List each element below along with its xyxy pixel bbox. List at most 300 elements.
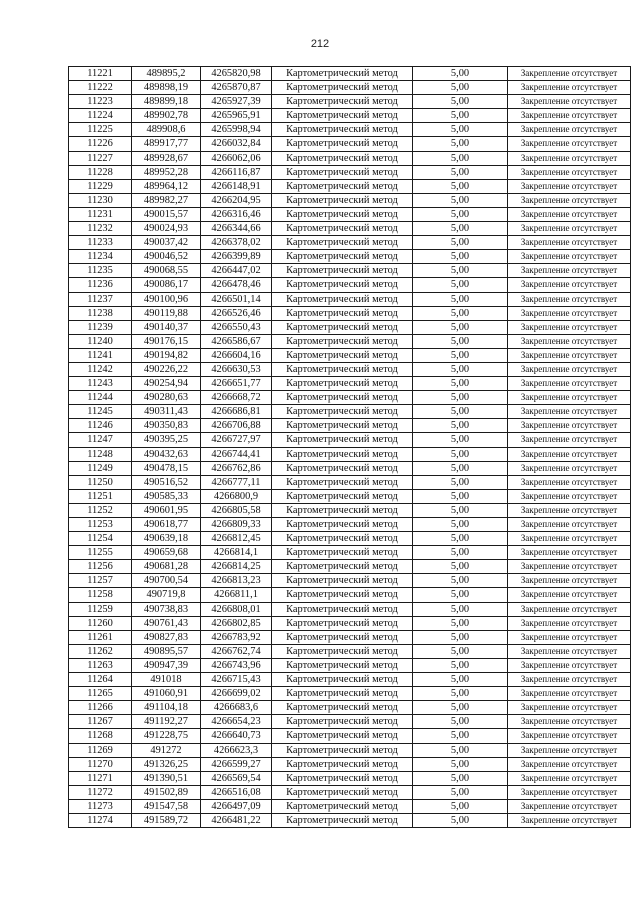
accuracy-cell: 5,00 xyxy=(413,757,508,771)
accuracy-cell: 5,00 xyxy=(413,292,508,306)
accuracy-cell: 5,00 xyxy=(413,602,508,616)
x-coordinate-cell: 491192,27 xyxy=(132,715,201,729)
point-number-cell: 11225 xyxy=(69,123,132,137)
y-coordinate-cell: 4266654,23 xyxy=(201,715,272,729)
accuracy-cell: 5,00 xyxy=(413,658,508,672)
x-coordinate-cell: 490226,22 xyxy=(132,362,201,376)
table-row xyxy=(69,630,631,644)
point-number-cell: 11260 xyxy=(69,616,132,630)
table-row xyxy=(69,278,631,292)
point-number-cell: 11268 xyxy=(69,729,132,743)
method-cell: Картометрический метод xyxy=(272,334,413,348)
method-cell: Картометрический метод xyxy=(272,687,413,701)
fixing-description-cell: Закрепление отсутствует xyxy=(508,377,631,391)
y-coordinate-cell: 4266743,96 xyxy=(201,658,272,672)
fixing-description-cell: Закрепление отсутствует xyxy=(508,419,631,433)
point-number-cell: 11254 xyxy=(69,532,132,546)
accuracy-cell: 5,00 xyxy=(413,503,508,517)
method-cell: Картометрический метод xyxy=(272,236,413,250)
table-row xyxy=(69,362,631,376)
y-coordinate-cell: 4266204,95 xyxy=(201,193,272,207)
fixing-description-cell: Закрепление отсутствует xyxy=(508,278,631,292)
fixing-description-cell: Закрепление отсутствует xyxy=(508,518,631,532)
x-coordinate-cell: 490681,28 xyxy=(132,560,201,574)
point-number-cell: 11270 xyxy=(69,757,132,771)
point-number-cell: 11267 xyxy=(69,715,132,729)
point-number-cell: 11243 xyxy=(69,377,132,391)
accuracy-cell: 5,00 xyxy=(413,518,508,532)
accuracy-cell: 5,00 xyxy=(413,278,508,292)
method-cell: Картометрический метод xyxy=(272,715,413,729)
accuracy-cell: 5,00 xyxy=(413,687,508,701)
table-row xyxy=(69,109,631,123)
fixing-description-cell: Закрепление отсутствует xyxy=(508,207,631,221)
fixing-description-cell: Закрепление отсутствует xyxy=(508,503,631,517)
fixing-description-cell: Закрепление отсутствует xyxy=(508,560,631,574)
method-cell: Картометрический метод xyxy=(272,729,413,743)
method-cell: Картометрический метод xyxy=(272,532,413,546)
accuracy-cell: 5,00 xyxy=(413,433,508,447)
y-coordinate-cell: 4266447,02 xyxy=(201,264,272,278)
table-row xyxy=(69,799,631,813)
point-number-cell: 11265 xyxy=(69,687,132,701)
table-row xyxy=(69,236,631,250)
y-coordinate-cell: 4266378,02 xyxy=(201,236,272,250)
point-number-cell: 11274 xyxy=(69,813,132,827)
table-row xyxy=(69,461,631,475)
method-cell: Картометрический метод xyxy=(272,588,413,602)
point-number-cell: 11237 xyxy=(69,292,132,306)
table-row xyxy=(69,673,631,687)
y-coordinate-cell: 4266809,33 xyxy=(201,518,272,532)
fixing-description-cell: Закрепление отсутствует xyxy=(508,405,631,419)
accuracy-cell: 5,00 xyxy=(413,729,508,743)
x-coordinate-cell: 490395,25 xyxy=(132,433,201,447)
y-coordinate-cell: 4266399,89 xyxy=(201,250,272,264)
y-coordinate-cell: 4266569,54 xyxy=(201,771,272,785)
fixing-description-cell: Закрепление отсутствует xyxy=(508,771,631,785)
y-coordinate-cell: 4266813,23 xyxy=(201,574,272,588)
table-row xyxy=(69,715,631,729)
fixing-description-cell: Закрепление отсутствует xyxy=(508,799,631,813)
accuracy-cell: 5,00 xyxy=(413,109,508,123)
y-coordinate-cell: 4266686,81 xyxy=(201,405,272,419)
point-number-cell: 11259 xyxy=(69,602,132,616)
fixing-description-cell: Закрепление отсутствует xyxy=(508,447,631,461)
accuracy-cell: 5,00 xyxy=(413,348,508,362)
accuracy-cell: 5,00 xyxy=(413,546,508,560)
method-cell: Картометрический метод xyxy=(272,785,413,799)
accuracy-cell: 5,00 xyxy=(413,799,508,813)
table-row xyxy=(69,475,631,489)
fixing-description-cell: Закрепление отсутствует xyxy=(508,362,631,376)
fixing-description-cell: Закрепление отсутствует xyxy=(508,391,631,405)
x-coordinate-cell: 490601,95 xyxy=(132,503,201,517)
fixing-description-cell: Закрепление отсутствует xyxy=(508,701,631,715)
point-number-cell: 11226 xyxy=(69,137,132,151)
y-coordinate-cell: 4266599,27 xyxy=(201,757,272,771)
point-number-cell: 11264 xyxy=(69,673,132,687)
point-number-cell: 11246 xyxy=(69,419,132,433)
table-row xyxy=(69,588,631,602)
y-coordinate-cell: 4266062,06 xyxy=(201,151,272,165)
table-row xyxy=(69,729,631,743)
accuracy-cell: 5,00 xyxy=(413,475,508,489)
method-cell: Картометрический метод xyxy=(272,518,413,532)
accuracy-cell: 5,00 xyxy=(413,532,508,546)
x-coordinate-cell: 490700,54 xyxy=(132,574,201,588)
accuracy-cell: 5,00 xyxy=(413,334,508,348)
x-coordinate-cell: 490280,63 xyxy=(132,391,201,405)
x-coordinate-cell: 490516,52 xyxy=(132,475,201,489)
y-coordinate-cell: 4265820,98 xyxy=(201,67,272,81)
method-cell: Картометрический метод xyxy=(272,644,413,658)
method-cell: Картометрический метод xyxy=(272,701,413,715)
x-coordinate-cell: 491589,72 xyxy=(132,813,201,827)
accuracy-cell: 5,00 xyxy=(413,630,508,644)
table-row xyxy=(69,67,631,81)
table-row xyxy=(69,193,631,207)
accuracy-cell: 5,00 xyxy=(413,574,508,588)
fixing-description-cell: Закрепление отсутствует xyxy=(508,658,631,672)
table-row xyxy=(69,701,631,715)
table-row xyxy=(69,334,631,348)
fixing-description-cell: Закрепление отсутствует xyxy=(508,67,631,81)
x-coordinate-cell: 490618,77 xyxy=(132,518,201,532)
point-number-cell: 11266 xyxy=(69,701,132,715)
fixing-description-cell: Закрепление отсутствует xyxy=(508,616,631,630)
method-cell: Картометрический метод xyxy=(272,546,413,560)
y-coordinate-cell: 4265927,39 xyxy=(201,95,272,109)
x-coordinate-cell: 489908,6 xyxy=(132,123,201,137)
point-number-cell: 11240 xyxy=(69,334,132,348)
fixing-description-cell: Закрепление отсутствует xyxy=(508,320,631,334)
accuracy-cell: 5,00 xyxy=(413,405,508,419)
fixing-description-cell: Закрепление отсутствует xyxy=(508,123,631,137)
y-coordinate-cell: 4266148,91 xyxy=(201,179,272,193)
method-cell: Картометрический метод xyxy=(272,362,413,376)
point-number-cell: 11236 xyxy=(69,278,132,292)
fixing-description-cell: Закрепление отсутствует xyxy=(508,433,631,447)
y-coordinate-cell: 4266727,97 xyxy=(201,433,272,447)
table-row xyxy=(69,405,631,419)
fixing-description-cell: Закрепление отсутствует xyxy=(508,250,631,264)
point-number-cell: 11229 xyxy=(69,179,132,193)
accuracy-cell: 5,00 xyxy=(413,362,508,376)
y-coordinate-cell: 4266623,3 xyxy=(201,743,272,757)
table-row xyxy=(69,264,631,278)
fixing-description-cell: Закрепление отсутствует xyxy=(508,264,631,278)
method-cell: Картометрический метод xyxy=(272,630,413,644)
table-row xyxy=(69,785,631,799)
table-row xyxy=(69,644,631,658)
y-coordinate-cell: 4266811,1 xyxy=(201,588,272,602)
table-row xyxy=(69,489,631,503)
x-coordinate-cell: 490068,55 xyxy=(132,264,201,278)
method-cell: Картометрический метод xyxy=(272,222,413,236)
table-row xyxy=(69,419,631,433)
y-coordinate-cell: 4266501,14 xyxy=(201,292,272,306)
accuracy-cell: 5,00 xyxy=(413,489,508,503)
fixing-description-cell: Закрепление отсутствует xyxy=(508,630,631,644)
table-row xyxy=(69,137,631,151)
y-coordinate-cell: 4266805,58 xyxy=(201,503,272,517)
point-number-cell: 11249 xyxy=(69,461,132,475)
table-row xyxy=(69,391,631,405)
y-coordinate-cell: 4266777,11 xyxy=(201,475,272,489)
table-row xyxy=(69,518,631,532)
table-row xyxy=(69,687,631,701)
point-number-cell: 11227 xyxy=(69,151,132,165)
y-coordinate-cell: 4266814,1 xyxy=(201,546,272,560)
method-cell: Картометрический метод xyxy=(272,207,413,221)
point-number-cell: 11238 xyxy=(69,306,132,320)
point-number-cell: 11257 xyxy=(69,574,132,588)
table-row xyxy=(69,503,631,517)
y-coordinate-cell: 4266516,08 xyxy=(201,785,272,799)
table-row xyxy=(69,306,631,320)
table-row xyxy=(69,320,631,334)
y-coordinate-cell: 4266762,86 xyxy=(201,461,272,475)
method-cell: Картометрический метод xyxy=(272,743,413,757)
method-cell: Картометрический метод xyxy=(272,320,413,334)
y-coordinate-cell: 4266032,84 xyxy=(201,137,272,151)
fixing-description-cell: Закрепление отсутствует xyxy=(508,489,631,503)
method-cell: Картометрический метод xyxy=(272,292,413,306)
table-row xyxy=(69,546,631,560)
x-coordinate-cell: 490895,57 xyxy=(132,644,201,658)
x-coordinate-cell: 490761,43 xyxy=(132,616,201,630)
accuracy-cell: 5,00 xyxy=(413,461,508,475)
y-coordinate-cell: 4266808,01 xyxy=(201,602,272,616)
table-row xyxy=(69,532,631,546)
point-number-cell: 11241 xyxy=(69,348,132,362)
x-coordinate-cell: 490827,83 xyxy=(132,630,201,644)
method-cell: Картометрический метод xyxy=(272,179,413,193)
method-cell: Картометрический метод xyxy=(272,109,413,123)
point-number-cell: 11255 xyxy=(69,546,132,560)
fixing-description-cell: Закрепление отсутствует xyxy=(508,729,631,743)
y-coordinate-cell: 4266744,41 xyxy=(201,447,272,461)
point-number-cell: 11235 xyxy=(69,264,132,278)
method-cell: Картометрический метод xyxy=(272,348,413,362)
y-coordinate-cell: 4265998,94 xyxy=(201,123,272,137)
point-number-cell: 11232 xyxy=(69,222,132,236)
y-coordinate-cell: 4266814,25 xyxy=(201,560,272,574)
point-number-cell: 11256 xyxy=(69,560,132,574)
x-coordinate-cell: 489964,12 xyxy=(132,179,201,193)
point-number-cell: 11247 xyxy=(69,433,132,447)
y-coordinate-cell: 4266683,6 xyxy=(201,701,272,715)
fixing-description-cell: Закрепление отсутствует xyxy=(508,334,631,348)
table-row xyxy=(69,813,631,827)
accuracy-cell: 5,00 xyxy=(413,151,508,165)
point-number-cell: 11273 xyxy=(69,799,132,813)
y-coordinate-cell: 4266526,46 xyxy=(201,306,272,320)
accuracy-cell: 5,00 xyxy=(413,588,508,602)
fixing-description-cell: Закрепление отсутствует xyxy=(508,236,631,250)
accuracy-cell: 5,00 xyxy=(413,306,508,320)
accuracy-cell: 5,00 xyxy=(413,81,508,95)
point-number-cell: 11221 xyxy=(69,67,132,81)
accuracy-cell: 5,00 xyxy=(413,137,508,151)
point-number-cell: 11263 xyxy=(69,658,132,672)
accuracy-cell: 5,00 xyxy=(413,236,508,250)
method-cell: Картометрический метод xyxy=(272,560,413,574)
y-coordinate-cell: 4266116,87 xyxy=(201,165,272,179)
fixing-description-cell: Закрепление отсутствует xyxy=(508,348,631,362)
fixing-description-cell: Закрепление отсутствует xyxy=(508,475,631,489)
point-number-cell: 11234 xyxy=(69,250,132,264)
method-cell: Картометрический метод xyxy=(272,673,413,687)
x-coordinate-cell: 489982,27 xyxy=(132,193,201,207)
accuracy-cell: 5,00 xyxy=(413,673,508,687)
table-row xyxy=(69,179,631,193)
accuracy-cell: 5,00 xyxy=(413,264,508,278)
table-row xyxy=(69,560,631,574)
fixing-description-cell: Закрепление отсутствует xyxy=(508,151,631,165)
x-coordinate-cell: 490254,94 xyxy=(132,377,201,391)
table-row xyxy=(69,151,631,165)
x-coordinate-cell: 490738,83 xyxy=(132,602,201,616)
point-number-cell: 11258 xyxy=(69,588,132,602)
method-cell: Картометрический метод xyxy=(272,405,413,419)
method-cell: Картометрический метод xyxy=(272,757,413,771)
x-coordinate-cell: 490119,88 xyxy=(132,306,201,320)
accuracy-cell: 5,00 xyxy=(413,179,508,193)
fixing-description-cell: Закрепление отсутствует xyxy=(508,109,631,123)
point-number-cell: 11251 xyxy=(69,489,132,503)
accuracy-cell: 5,00 xyxy=(413,95,508,109)
fixing-description-cell: Закрепление отсутствует xyxy=(508,574,631,588)
method-cell: Картометрический метод xyxy=(272,503,413,517)
y-coordinate-cell: 4266478,46 xyxy=(201,278,272,292)
method-cell: Картометрический метод xyxy=(272,799,413,813)
y-coordinate-cell: 4266699,02 xyxy=(201,687,272,701)
point-number-cell: 11248 xyxy=(69,447,132,461)
x-coordinate-cell: 490037,42 xyxy=(132,236,201,250)
accuracy-cell: 5,00 xyxy=(413,250,508,264)
fixing-description-cell: Закрепление отсутствует xyxy=(508,292,631,306)
x-coordinate-cell: 490194,82 xyxy=(132,348,201,362)
x-coordinate-cell: 490432,63 xyxy=(132,447,201,461)
accuracy-cell: 5,00 xyxy=(413,391,508,405)
method-cell: Картометрический метод xyxy=(272,264,413,278)
point-number-cell: 11250 xyxy=(69,475,132,489)
x-coordinate-cell: 491104,18 xyxy=(132,701,201,715)
accuracy-cell: 5,00 xyxy=(413,813,508,827)
table-row xyxy=(69,377,631,391)
point-number-cell: 11272 xyxy=(69,785,132,799)
x-coordinate-cell: 491502,89 xyxy=(132,785,201,799)
method-cell: Картометрический метод xyxy=(272,95,413,109)
table-row xyxy=(69,433,631,447)
fixing-description-cell: Закрепление отсутствует xyxy=(508,81,631,95)
y-coordinate-cell: 4265870,87 xyxy=(201,81,272,95)
point-number-cell: 11262 xyxy=(69,644,132,658)
method-cell: Картометрический метод xyxy=(272,489,413,503)
x-coordinate-cell: 490478,15 xyxy=(132,461,201,475)
x-coordinate-cell: 490585,33 xyxy=(132,489,201,503)
y-coordinate-cell: 4266640,73 xyxy=(201,729,272,743)
accuracy-cell: 5,00 xyxy=(413,771,508,785)
point-number-cell: 11245 xyxy=(69,405,132,419)
y-coordinate-cell: 4266316,46 xyxy=(201,207,272,221)
y-coordinate-cell: 4266630,53 xyxy=(201,362,272,376)
method-cell: Картометрический метод xyxy=(272,461,413,475)
point-number-cell: 11233 xyxy=(69,236,132,250)
table-row xyxy=(69,95,631,109)
x-coordinate-cell: 489895,2 xyxy=(132,67,201,81)
point-number-cell: 11239 xyxy=(69,320,132,334)
table-row xyxy=(69,447,631,461)
fixing-description-cell: Закрепление отсутствует xyxy=(508,193,631,207)
coordinates-table-body xyxy=(69,67,631,828)
x-coordinate-cell: 489898,19 xyxy=(132,81,201,95)
x-coordinate-cell: 489928,67 xyxy=(132,151,201,165)
accuracy-cell: 5,00 xyxy=(413,715,508,729)
point-number-cell: 11271 xyxy=(69,771,132,785)
point-number-cell: 11242 xyxy=(69,362,132,376)
method-cell: Картометрический метод xyxy=(272,616,413,630)
y-coordinate-cell: 4266706,88 xyxy=(201,419,272,433)
x-coordinate-cell: 490015,57 xyxy=(132,207,201,221)
x-coordinate-cell: 490100,96 xyxy=(132,292,201,306)
table-row xyxy=(69,165,631,179)
table-row xyxy=(69,222,631,236)
x-coordinate-cell: 490639,18 xyxy=(132,532,201,546)
fixing-description-cell: Закрепление отсутствует xyxy=(508,179,631,193)
accuracy-cell: 5,00 xyxy=(413,165,508,179)
x-coordinate-cell: 491547,58 xyxy=(132,799,201,813)
point-number-cell: 11222 xyxy=(69,81,132,95)
x-coordinate-cell: 489917,77 xyxy=(132,137,201,151)
method-cell: Картометрический метод xyxy=(272,813,413,827)
accuracy-cell: 5,00 xyxy=(413,67,508,81)
method-cell: Картометрический метод xyxy=(272,771,413,785)
table-row xyxy=(69,616,631,630)
table-row xyxy=(69,658,631,672)
method-cell: Картометрический метод xyxy=(272,67,413,81)
y-coordinate-cell: 4266604,16 xyxy=(201,348,272,362)
x-coordinate-cell: 490086,17 xyxy=(132,278,201,292)
table-row xyxy=(69,757,631,771)
fixing-description-cell: Закрепление отсутствует xyxy=(508,165,631,179)
fixing-description-cell: Закрепление отсутствует xyxy=(508,222,631,236)
method-cell: Картометрический метод xyxy=(272,377,413,391)
method-cell: Картометрический метод xyxy=(272,123,413,137)
fixing-description-cell: Закрепление отсутствует xyxy=(508,644,631,658)
method-cell: Картометрический метод xyxy=(272,658,413,672)
fixing-description-cell: Закрепление отсутствует xyxy=(508,95,631,109)
point-number-cell: 11244 xyxy=(69,391,132,405)
method-cell: Картометрический метод xyxy=(272,433,413,447)
table-row xyxy=(69,574,631,588)
method-cell: Картометрический метод xyxy=(272,447,413,461)
accuracy-cell: 5,00 xyxy=(413,320,508,334)
fixing-description-cell: Закрепление отсутствует xyxy=(508,546,631,560)
x-coordinate-cell: 491228,75 xyxy=(132,729,201,743)
method-cell: Картометрический метод xyxy=(272,278,413,292)
accuracy-cell: 5,00 xyxy=(413,377,508,391)
fixing-description-cell: Закрепление отсутствует xyxy=(508,602,631,616)
fixing-description-cell: Закрепление отсутствует xyxy=(508,813,631,827)
y-coordinate-cell: 4266800,9 xyxy=(201,489,272,503)
method-cell: Картометрический метод xyxy=(272,165,413,179)
method-cell: Картометрический метод xyxy=(272,419,413,433)
y-coordinate-cell: 4266668,72 xyxy=(201,391,272,405)
y-coordinate-cell: 4266651,77 xyxy=(201,377,272,391)
